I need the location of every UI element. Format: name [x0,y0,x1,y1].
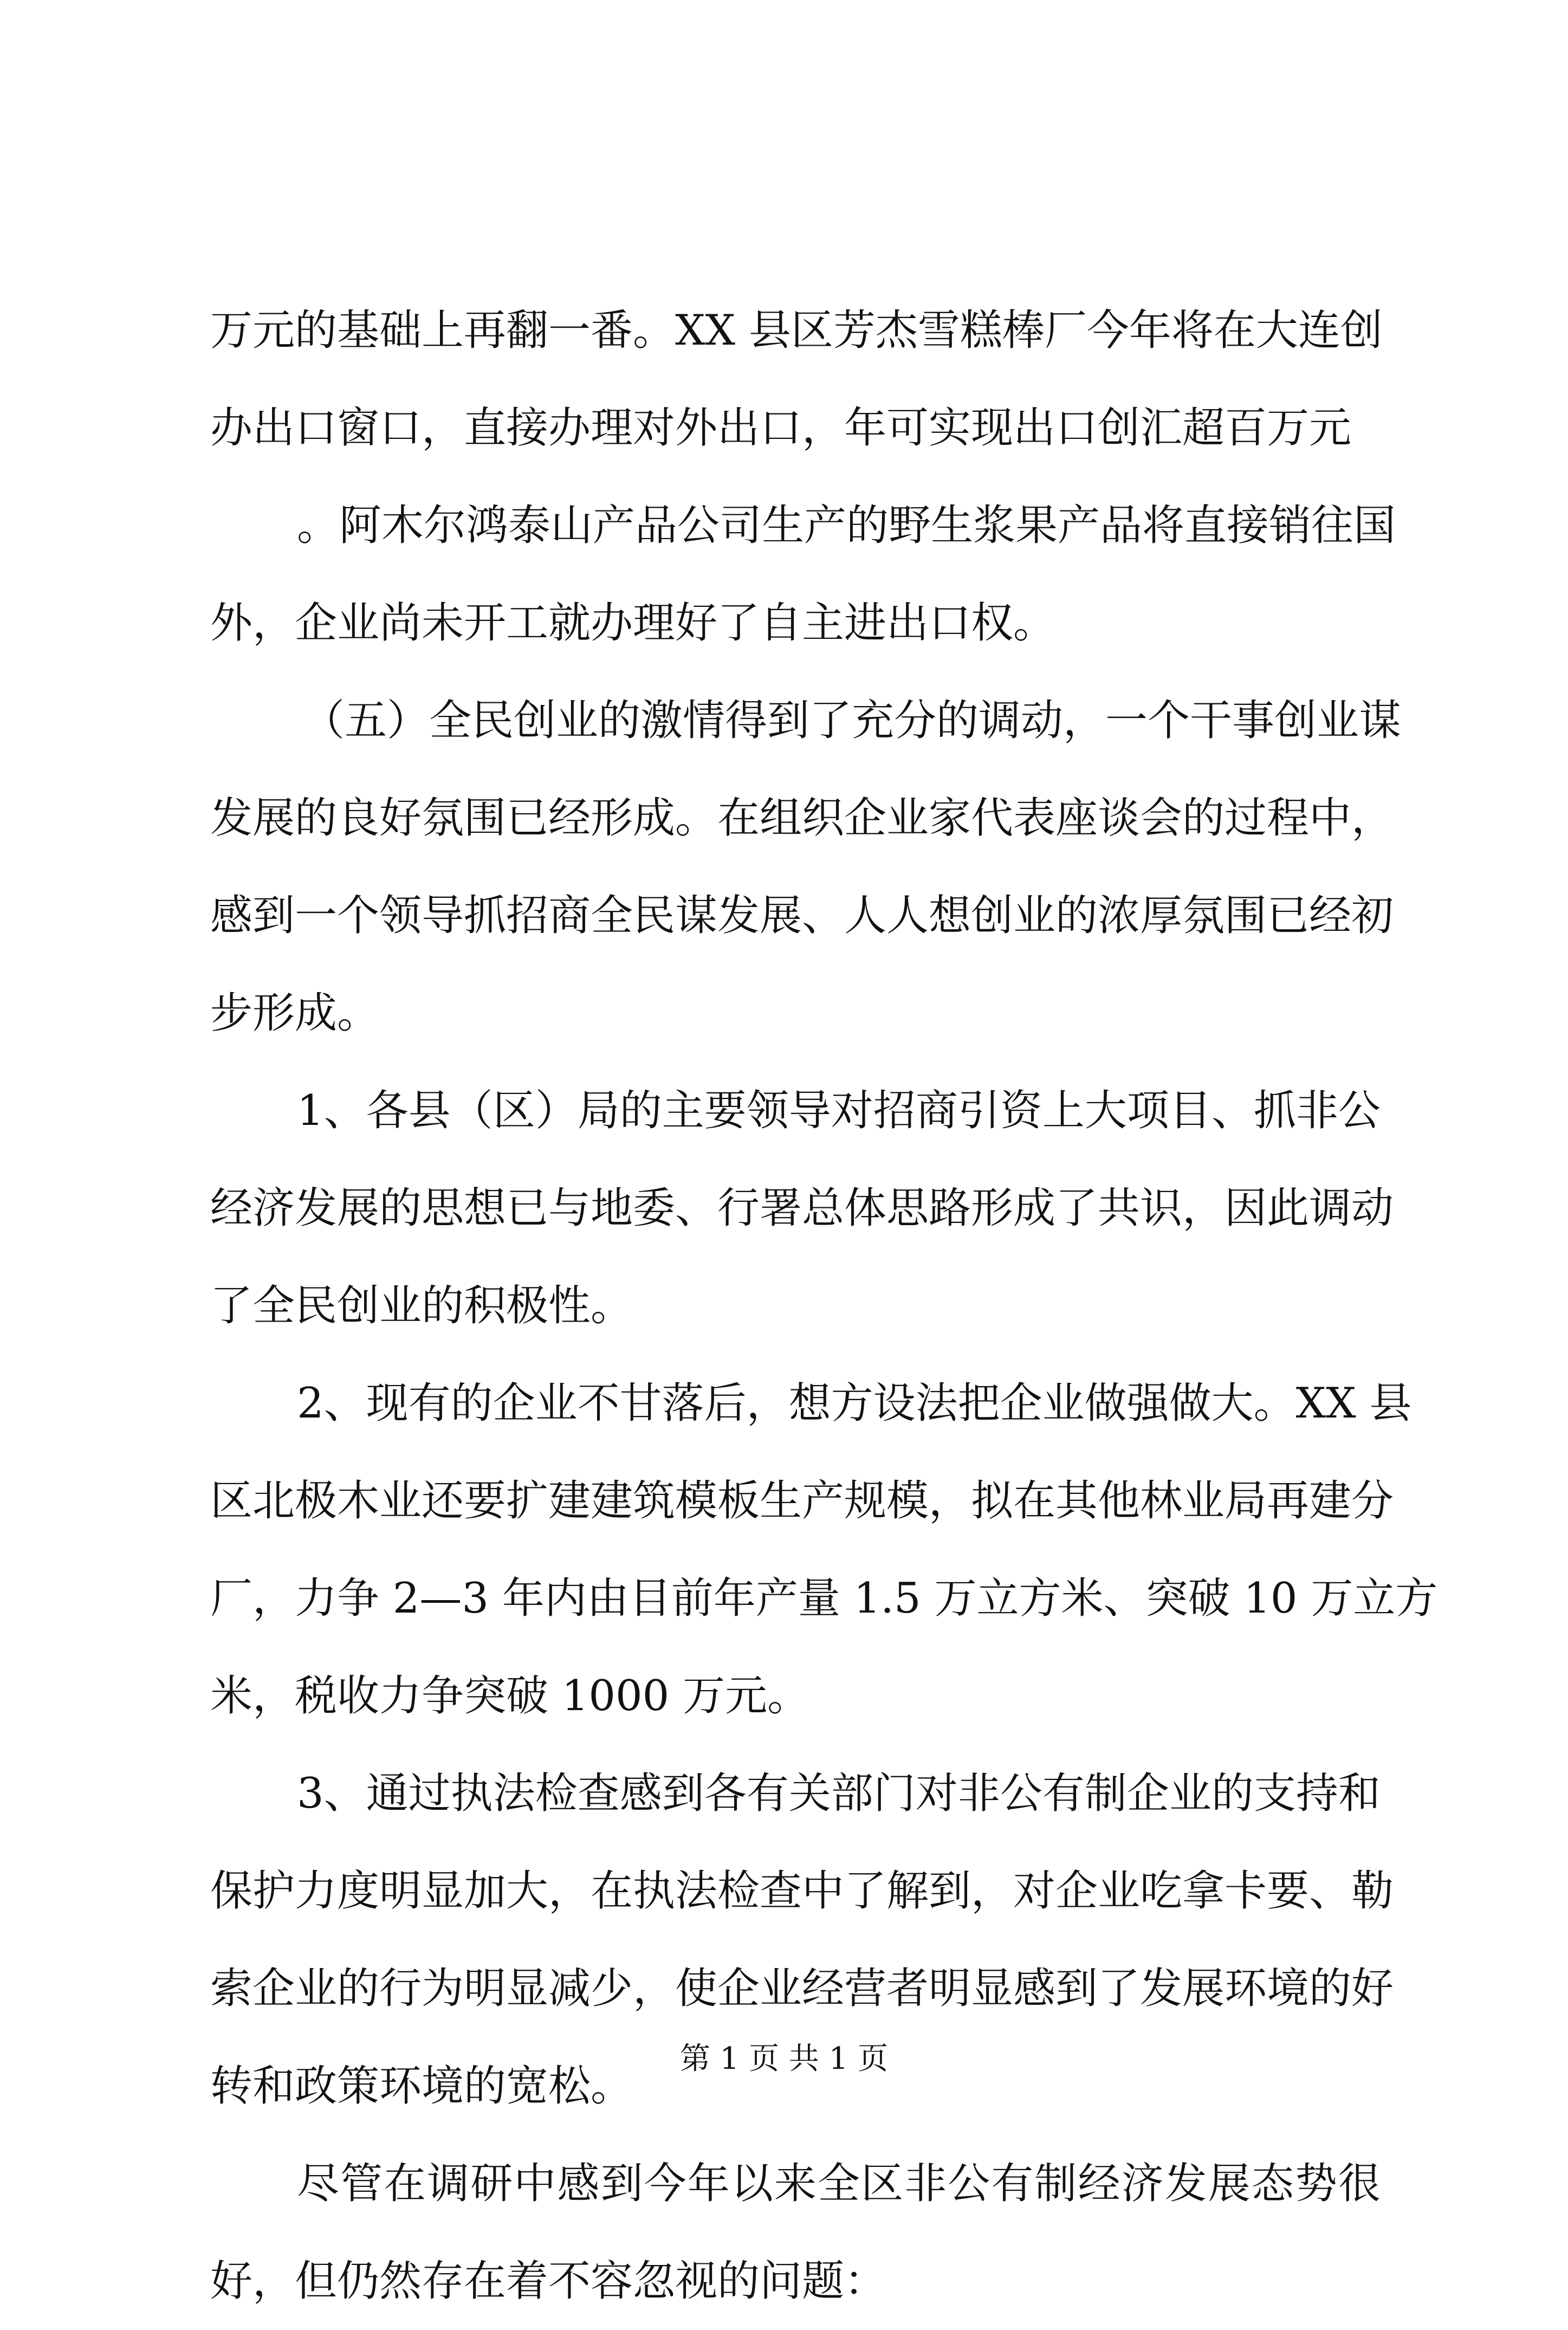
text-line: 尽管在调研中感到今年以来全区非公有制经济发展态势很 [297,2159,1381,2208]
text-line: 1、各县（区）局的主要领导对招商引资上大项目、抓非公 [297,1086,1381,1135]
text-line: 。阿木尔鸿泰山产品公司生产的野生浆果产品将直接销往国 [297,501,1396,550]
text-line: 保护力度明显加大，在执法检查中了解到，对企业吃拿卡要、勒 [210,1867,1394,1915]
text-line: （五）全民创业的激情得到了充分的调动，一个干事创业谋 [302,696,1402,745]
text-line: 3、通过执法检查感到各有关部门对非公有制企业的支持和 [297,1769,1381,1818]
text-line: 感到一个领导抓招商全民谋发展、人人想创业的浓厚氛围已经初 [210,891,1394,940]
text-line: 米，税收力争突破 1000 万元。 [210,1672,810,1720]
text-line: 了全民创业的积极性。 [210,1282,633,1330]
text-line: 万元的基础上再翻一番。XX 县区芳杰雪糕棒厂今年将在大连创 [210,306,1383,355]
text-line: 厂，力争 2—3 年内由目前年产量 1.5 万立方米、突破 10 万立方 [210,1574,1438,1623]
text-line: 经济发展的思想已与地委、行署总体思路形成了共识，因此调动 [210,1184,1394,1233]
text-line: 转和政策环境的宽松。 [210,2062,633,2111]
text-line: 发展的良好氛围已经形成。在组织企业家代表座谈会的过程中， [210,794,1394,843]
document-body [210,282,1438,2330]
text-line: 好，但仍然存在着不容忽视的问题： [210,2257,887,2306]
text-line: 2、现有的企业不甘落后，想方设法把企业做强做大。XX 县 [297,1379,1412,1428]
text-line: 索企业的行为明显减少，使企业经营者明显感到了发展环境的好 [210,1964,1394,2013]
text-line: 步形成。 [210,989,380,1038]
text-line: 区北极木业还要扩建建筑模板生产规模，拟在其他林业局再建分 [210,1477,1394,1525]
page-footer: 第 1 页 共 1 页 [679,2041,889,2076]
text-line: 外，企业尚未开工就办理好了自主进出口权。 [210,599,1056,648]
text-line: 办出口窗口，直接办理对外出口，年可实现出口创汇超百万元 [210,404,1352,452]
